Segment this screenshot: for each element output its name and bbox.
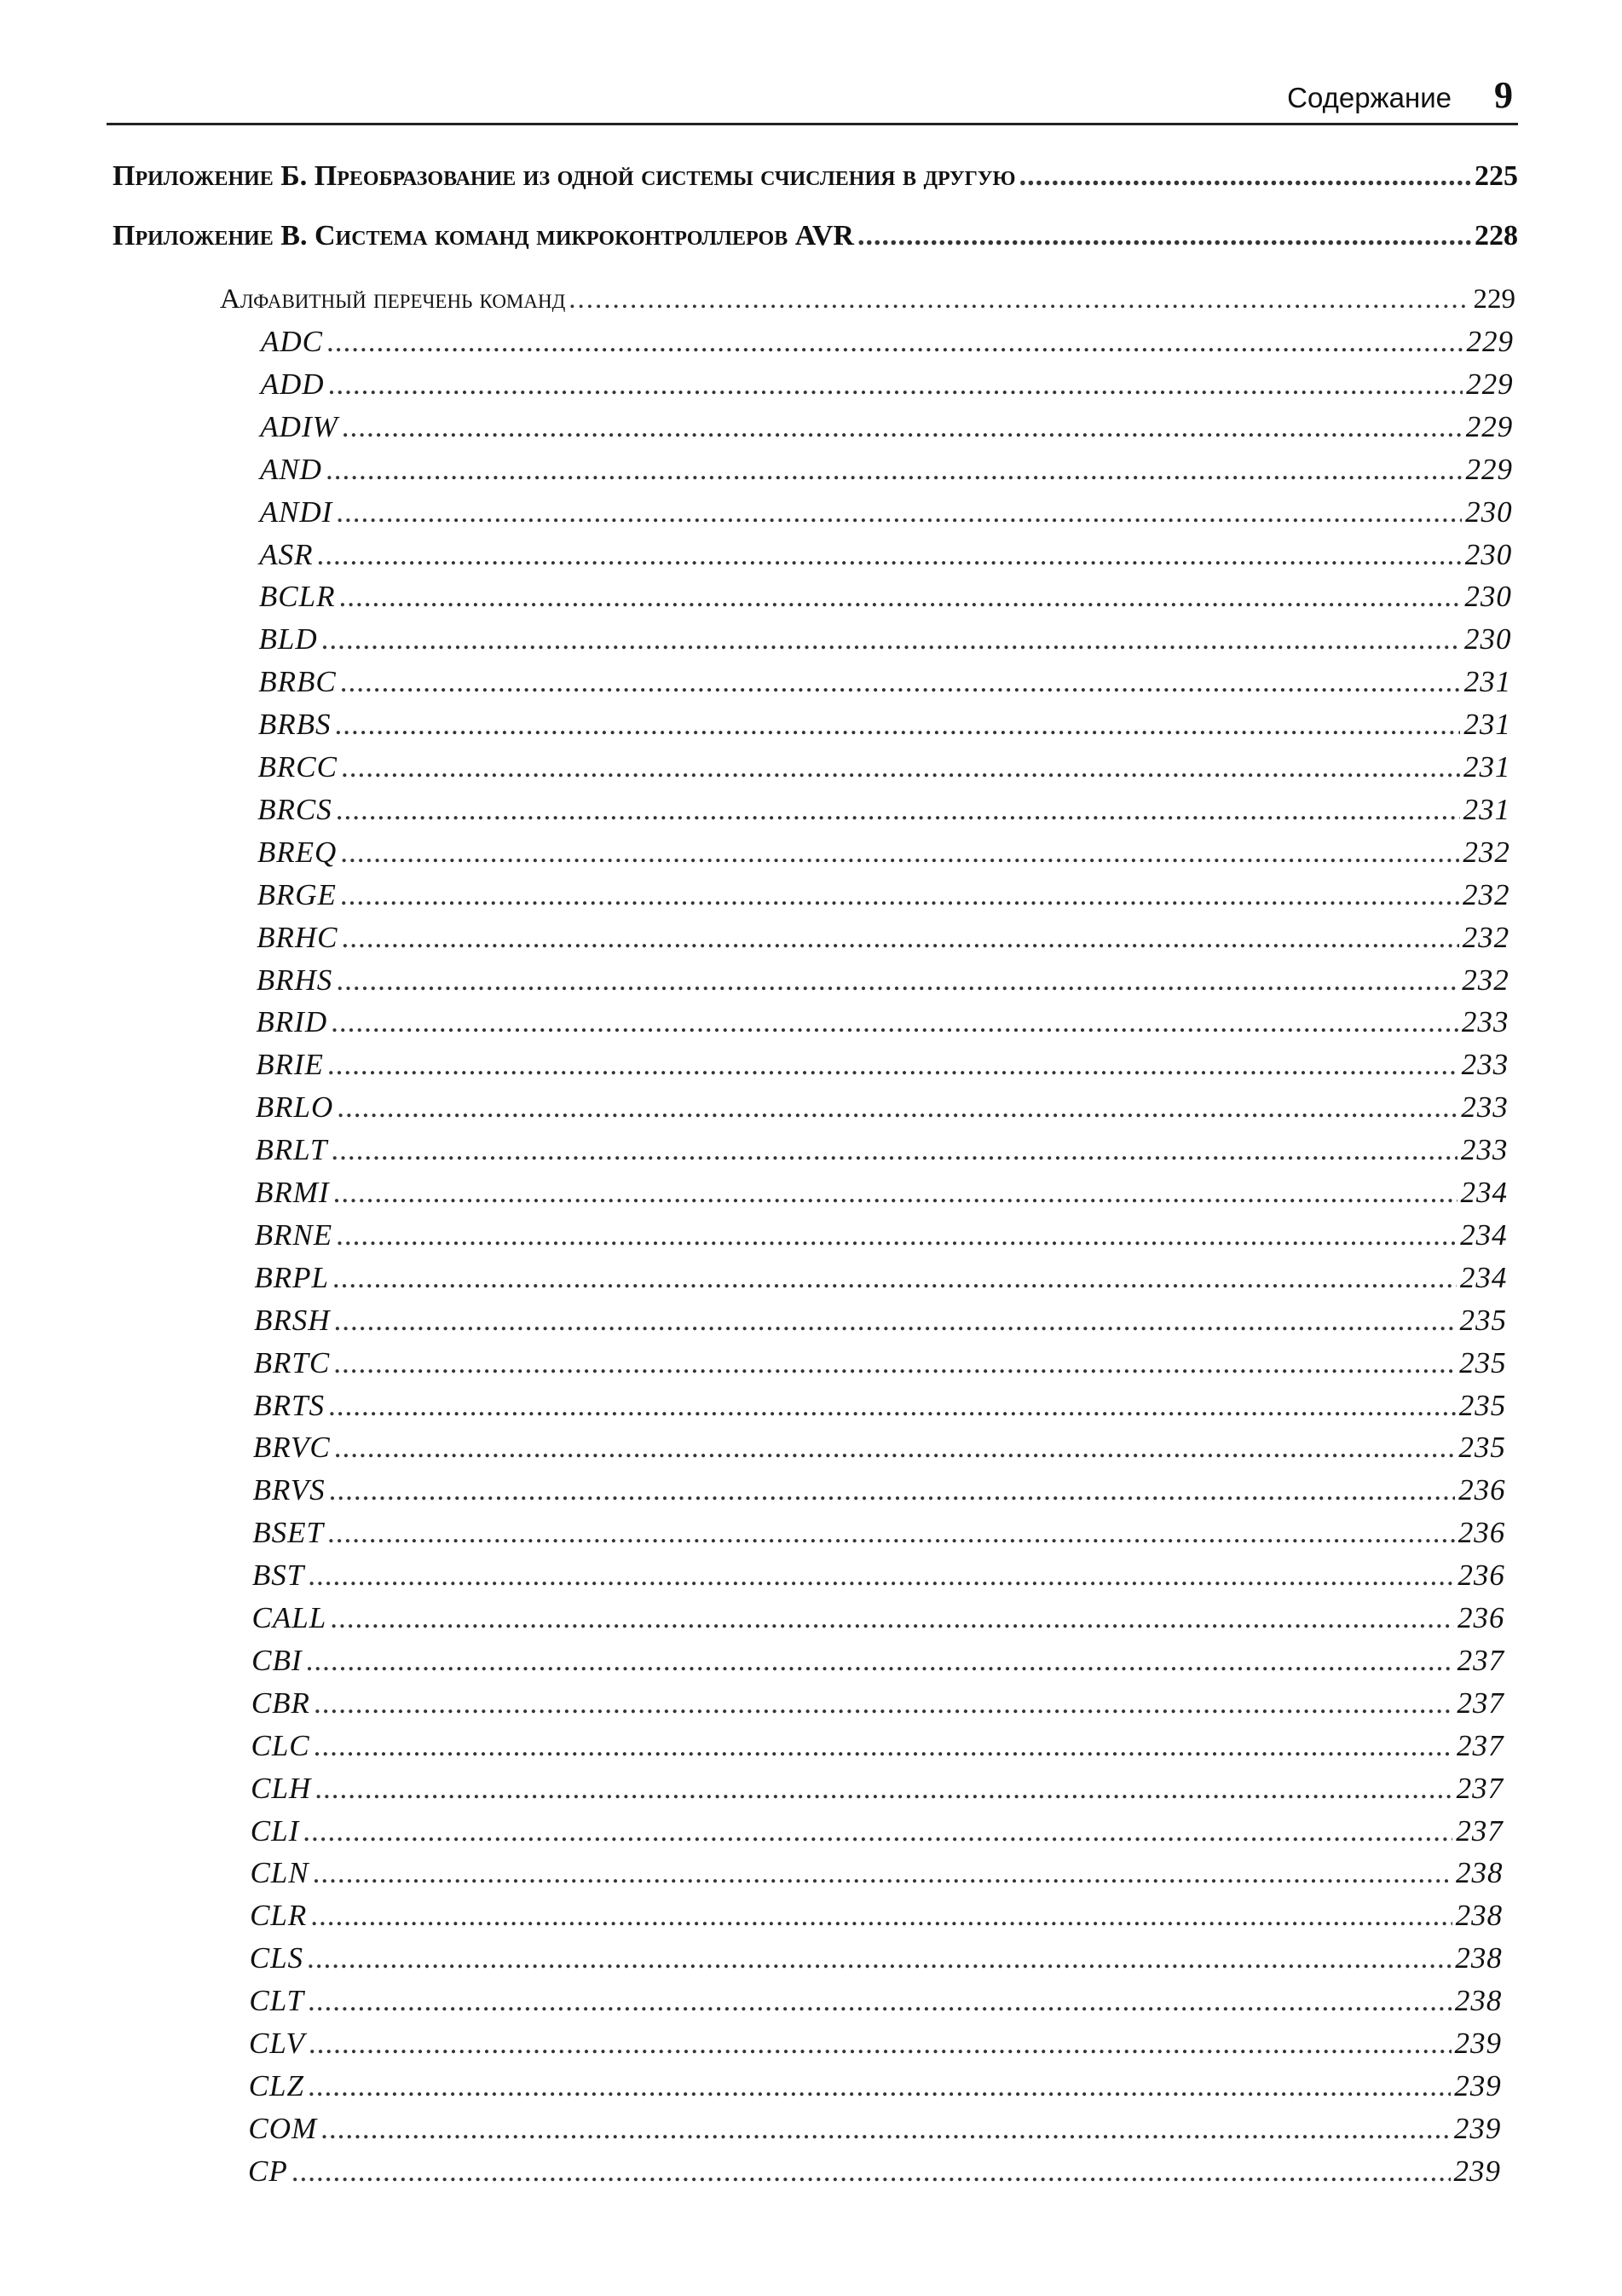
toc-entry-page: 228 [1475, 220, 1518, 252]
toc-command-label: BLD [258, 622, 318, 656]
toc-command-label: CLR [250, 1899, 308, 1933]
toc-command-page: 231 [1463, 665, 1512, 699]
toc-leader-dots [320, 2112, 1451, 2146]
toc-command-entry [258, 665, 1511, 699]
toc-command-entry [250, 1899, 1503, 1933]
toc-command-page: 235 [1458, 1431, 1506, 1465]
toc-command-page: 230 [1465, 494, 1513, 529]
toc-command-entry [253, 1473, 1506, 1507]
toc-command-entry [251, 1686, 1504, 1721]
toc-leader-dots [857, 220, 1471, 252]
toc-command-page: 232 [1462, 920, 1510, 954]
toc-command-label: BRTS [253, 1388, 325, 1422]
toc-section-label: Алфавитный перечень команд [220, 284, 566, 315]
toc-leader-dots [303, 1814, 1452, 1848]
toc-command-entry [260, 453, 1513, 487]
toc-command-page: 233 [1461, 1005, 1509, 1039]
toc-command-page: 237 [1456, 1771, 1504, 1805]
toc-command-label: BRHS [256, 963, 333, 997]
toc-leader-dots [332, 1261, 1457, 1295]
toc-command-label: ADIW [260, 409, 338, 443]
toc-leader-dots [329, 1473, 1455, 1507]
toc-command-label: BREQ [257, 835, 338, 869]
toc-command-page: 238 [1455, 1899, 1504, 1933]
toc-command-entry [259, 538, 1512, 572]
toc-command-label: BRNE [254, 1217, 333, 1252]
toc-command-label: CLN [250, 1856, 309, 1890]
toc-command-entry [257, 793, 1510, 827]
toc-command-page: 232 [1462, 963, 1509, 997]
toc-leader-dots [308, 1984, 1452, 2018]
toc-command-page: 231 [1463, 708, 1511, 742]
toc-leader-dots [333, 1176, 1457, 1210]
toc-command-entry [254, 1304, 1507, 1338]
toc-command-entry [260, 410, 1513, 444]
toc-command-page: 237 [1456, 1813, 1504, 1848]
toc-command-label: CLC [251, 1728, 310, 1762]
toc-leader-dots [326, 453, 1463, 487]
toc-command-page: 234 [1460, 1176, 1509, 1209]
toc-command-label: AND [259, 452, 322, 486]
toc-leader-dots [340, 878, 1459, 912]
toc-leader-dots [315, 1772, 1452, 1806]
toc-leader-dots [314, 1686, 1453, 1721]
toc-leader-dots [569, 284, 1469, 315]
toc-command-entry [260, 495, 1513, 529]
toc-command-page: 229 [1466, 325, 1514, 358]
toc-command-entry [249, 1984, 1502, 2018]
toc-command-label: BRBC [258, 665, 337, 699]
toc-command-label: BRLO [255, 1090, 334, 1125]
toc-command-label: BRLT [255, 1133, 328, 1167]
toc-command-label: COM [248, 2111, 318, 2145]
toc-command-label: ADC [261, 325, 323, 358]
toc-command-entry [255, 1218, 1508, 1252]
toc-command-page: 235 [1459, 1303, 1507, 1337]
toc-command-entry [252, 1559, 1505, 1593]
toc-command-page: 230 [1464, 537, 1513, 571]
toc-command-entry [248, 2154, 1501, 2189]
toc-command-label: BRBS [257, 708, 332, 742]
toc-command-label: CLT [249, 1984, 304, 2018]
toc-command-page: 233 [1461, 1048, 1509, 1082]
header-page-number: 9 [1494, 74, 1513, 116]
toc-command-page: 234 [1459, 1260, 1508, 1294]
toc-command-label: BRSH [253, 1303, 331, 1337]
toc-command-page: 236 [1457, 1516, 1506, 1550]
toc-command-label: CLS [249, 1941, 304, 1975]
toc-leader-dots [317, 538, 1462, 572]
toc-command-entry [261, 367, 1514, 402]
toc-leader-dots [336, 495, 1462, 529]
toc-command-entry [256, 1005, 1509, 1039]
toc-command-label: CBR [251, 1686, 310, 1720]
toc-entry-label: Приложение Б. Преобразование из одной системы счисления в другую [113, 160, 1016, 192]
toc-command-entry [251, 1772, 1504, 1806]
toc-command-label: BRGE [257, 877, 337, 911]
toc-command-label: CALL [251, 1601, 327, 1634]
toc-command-label: BRVS [252, 1473, 326, 1507]
toc-leader-dots [336, 1218, 1457, 1252]
toc-section-page: 229 [1473, 284, 1515, 315]
toc-command-page: 235 [1459, 1345, 1507, 1379]
toc-command-page: 234 [1460, 1217, 1508, 1252]
toc-command-entry [257, 836, 1510, 870]
toc-leader-dots [313, 1856, 1452, 1890]
toc-command-page: 238 [1455, 1941, 1503, 1975]
toc-leader-dots [342, 921, 1459, 955]
toc-command-entry [254, 1261, 1507, 1295]
toc-command-page: 239 [1454, 2027, 1503, 2060]
toc-command-label: CP [248, 2154, 288, 2188]
toc-leader-dots [336, 963, 1458, 998]
toc-command-entry [250, 1941, 1503, 1975]
toc-command-entry [257, 963, 1509, 998]
toc-command-page: 232 [1462, 877, 1510, 911]
toc-leader-dots [309, 2027, 1452, 2061]
toc-command-label: BRCC [257, 750, 338, 784]
toc-leader-dots [314, 1729, 1453, 1763]
toc-command-entry [255, 1176, 1508, 1210]
toc-leader-dots [331, 1005, 1458, 1039]
toc-command-label: CLZ [248, 2068, 304, 2102]
toc-leader-dots [307, 1941, 1452, 1975]
header-title: Содержание [1287, 82, 1452, 113]
toc-command-label: BST [251, 1559, 305, 1593]
toc-command-label: BSET [252, 1516, 324, 1550]
toc-command-entry [261, 325, 1514, 359]
toc-leader-dots [334, 1304, 1457, 1338]
toc-command-entry [252, 1601, 1505, 1635]
toc-leader-dots [1019, 160, 1471, 193]
toc-command-label: CBI [251, 1643, 303, 1677]
toc-command-entry [253, 1389, 1506, 1423]
toc-command-label: BRID [256, 1005, 328, 1039]
toc-command-label: BRHC [257, 920, 338, 954]
toc-command-page: 237 [1456, 1728, 1504, 1762]
toc-leader-dots [328, 367, 1463, 402]
toc-command-label: BRIE [256, 1048, 324, 1082]
toc-leader-dots [336, 793, 1460, 827]
toc-command-entry [256, 1048, 1509, 1082]
toc-leader-dots [335, 708, 1461, 742]
toc-command-page: 229 [1465, 452, 1513, 486]
toc-command-label: ADD [260, 367, 325, 401]
toc-command-page: 236 [1458, 1473, 1506, 1507]
toc-leader-dots [306, 1644, 1454, 1678]
toc-appendix-entry [113, 160, 1518, 193]
toc-command-page: 231 [1463, 792, 1511, 826]
toc-command-page: 239 [1453, 2111, 1502, 2145]
toc-command-page: 230 [1464, 622, 1512, 656]
toc-leader-dots [342, 410, 1463, 444]
toc-leader-dots [330, 1601, 1454, 1635]
toc-command-label: BRCS [257, 792, 332, 826]
toc-command-page: 233 [1460, 1133, 1509, 1167]
toc-command-entry [257, 921, 1509, 955]
toc-command-label: BRPL [254, 1260, 329, 1294]
toc-leader-dots [340, 836, 1459, 870]
toc-command-page: 236 [1457, 1559, 1505, 1593]
toc-command-entry [250, 1856, 1503, 1890]
toc-command-entry [258, 750, 1511, 784]
toc-entry-page: 225 [1475, 160, 1518, 192]
toc-command-entry [254, 1346, 1507, 1380]
toc-appendix-entry [113, 220, 1518, 252]
toc-leader-dots [340, 665, 1461, 699]
toc-command-page: 239 [1454, 2068, 1502, 2102]
toc-command-entry [251, 1644, 1504, 1678]
toc-command-entry [249, 2069, 1502, 2103]
toc-leader-dots [333, 1346, 1456, 1380]
toc-command-page: 238 [1454, 1984, 1503, 2018]
toc-command-page: 231 [1463, 750, 1511, 784]
toc-command-page: 236 [1457, 1601, 1505, 1634]
toc-command-page: 235 [1458, 1388, 1507, 1422]
toc-leader-dots [321, 622, 1461, 656]
toc-command-entry [259, 622, 1512, 656]
toc-command-page: 233 [1461, 1090, 1509, 1125]
toc-command-label: BCLR [258, 580, 336, 614]
toc-leader-dots [326, 325, 1463, 359]
toc-leader-dots [337, 1090, 1457, 1125]
toc-leader-dots [291, 2154, 1451, 2189]
toc-section-entry [220, 284, 1515, 315]
toc-leader-dots [327, 1048, 1458, 1082]
toc-command-entry [257, 878, 1509, 912]
toc-leader-dots [341, 750, 1460, 784]
toc-command-page: 237 [1457, 1686, 1504, 1720]
toc-command-entry [251, 1814, 1504, 1848]
toc-leader-dots [334, 1431, 1456, 1465]
toc-leader-dots [327, 1516, 1455, 1550]
toc-command-page: 239 [1453, 2154, 1501, 2188]
running-header [107, 75, 1518, 125]
toc-command-page: 229 [1466, 367, 1514, 401]
toc-command-label: ANDI [259, 494, 333, 529]
toc-command-entry [258, 708, 1511, 742]
toc-entry-label: Приложение В. Система команд микроконтроллеров AVR [113, 220, 854, 252]
toc-command-label: ASR [259, 537, 314, 571]
toc-command-page: 237 [1457, 1643, 1505, 1677]
toc-leader-dots [308, 1559, 1454, 1593]
toc-command-label: BRMI [255, 1176, 330, 1209]
toc-command-label: BRVC [252, 1431, 331, 1465]
toc-command-label: CLV [249, 2027, 305, 2060]
toc-command-entry [252, 1516, 1505, 1550]
toc-leader-dots [328, 1389, 1456, 1423]
toc-command-entry [259, 580, 1512, 614]
toc-command-label: CLH [251, 1771, 312, 1805]
toc-command-page: 229 [1465, 409, 1514, 443]
toc-command-entry [251, 1729, 1504, 1763]
toc-command-label: BRTC [253, 1345, 331, 1379]
toc-command-page: 232 [1463, 835, 1510, 869]
toc-command-entry [248, 2112, 1501, 2146]
toc-command-entry [249, 2027, 1502, 2061]
toc-command-entry [255, 1133, 1508, 1167]
toc-leader-dots [308, 2069, 1451, 2103]
toc-command-page: 238 [1455, 1856, 1504, 1890]
toc-command-label: CLI [250, 1813, 300, 1848]
toc-leader-dots [310, 1899, 1452, 1933]
toc-command-entry [256, 1090, 1509, 1125]
toc-command-entry [253, 1431, 1506, 1465]
toc-leader-dots [331, 1133, 1457, 1167]
toc-command-page: 230 [1464, 580, 1512, 614]
toc-leader-dots [338, 580, 1461, 614]
